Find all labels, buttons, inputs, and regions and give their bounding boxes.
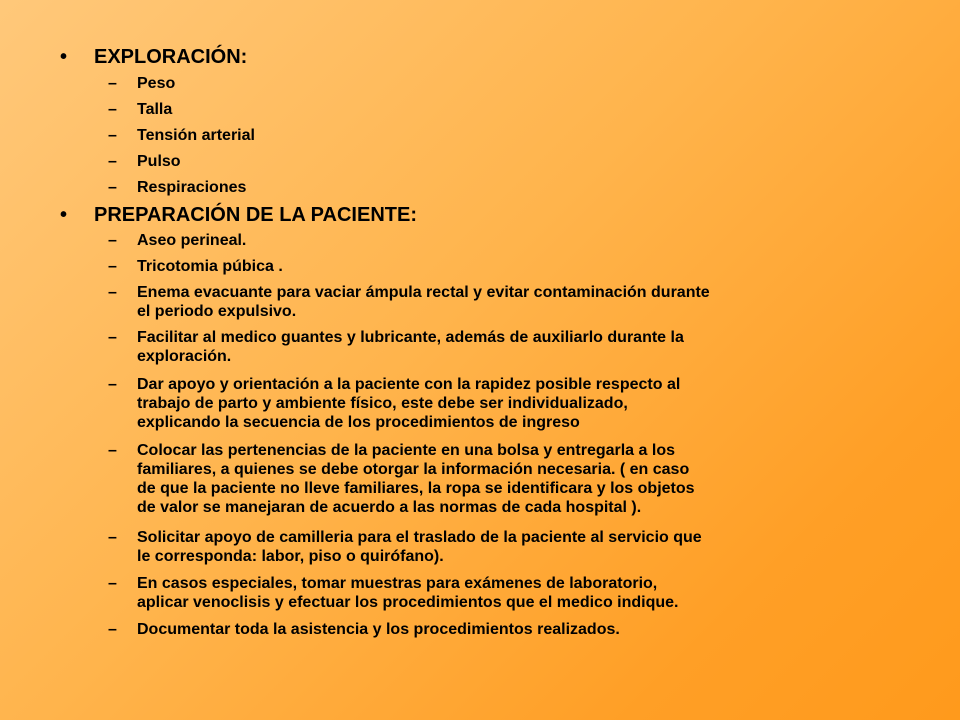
- list-item: [108, 574, 908, 612]
- dash-icon: –: [108, 376, 117, 393]
- list-item: [108, 375, 908, 432]
- dash-icon: –: [108, 127, 117, 144]
- list-item: [108, 126, 908, 145]
- dash-icon: –: [108, 258, 117, 275]
- list-item: [108, 441, 908, 517]
- list-item: [108, 152, 908, 171]
- list-item-text: Dar apoyo y orientación a la paciente con la rapidez posible respecto al trabajo de parto y ambiente físico, este debe ser individualizado, explicando la secuencia de los procedimientos de ingreso: [137, 376, 681, 431]
- list-item-text: Talla: [137, 101, 173, 118]
- list-item-text: Colocar las pertenencias de la paciente en una bolsa y entregarla a los familiares, a quienes se debe otorgar la información necesaria. ( en caso de que la paciente no lleve familiares, la ropa se identificara y los objetos de valor se manejaran de acuerdo a las normas de cada hospital ).: [137, 442, 695, 516]
- list-item-text: Tricotomia púbica .: [137, 258, 283, 275]
- dash-icon: –: [108, 575, 117, 592]
- list-item: [108, 74, 908, 93]
- dash-icon: –: [108, 329, 117, 346]
- dash-icon: –: [108, 621, 117, 638]
- list-item: [108, 231, 908, 250]
- list-item-text: Documentar toda la asistencia y los procedimientos realizados.: [137, 621, 620, 638]
- dash-icon: –: [108, 75, 117, 92]
- dash-icon: –: [108, 232, 117, 249]
- dash-icon: –: [108, 529, 117, 546]
- list-item-text: Solicitar apoyo de camilleria para el traslado de la paciente al servicio que le corresponda: labor, piso o quirófano).: [137, 529, 702, 565]
- list-item-text: Facilitar al medico guantes y lubricante, además de auxiliarlo durante la exploración.: [137, 329, 684, 365]
- dash-icon: –: [108, 179, 117, 196]
- list-item: [108, 528, 908, 566]
- dash-icon: –: [108, 442, 117, 459]
- list-item-text: Tensión arterial: [137, 127, 255, 144]
- list-item-text: En casos especiales, tomar muestras para exámenes de laboratorio, aplicar venoclisis y efectuar los procedimientos que el medico indique.: [137, 575, 679, 611]
- list-item: [108, 620, 908, 639]
- list-item-text: Aseo perineal.: [137, 232, 247, 249]
- bullet-icon: •: [60, 204, 68, 226]
- dash-icon: –: [108, 284, 117, 301]
- heading-text: EXPLORACIÓN:: [94, 46, 248, 68]
- list-item-text: Peso: [137, 75, 176, 92]
- list-item: [108, 257, 908, 276]
- heading-text: PREPARACIÓN DE LA PACIENTE:: [94, 204, 417, 226]
- list-item-text: Respiraciones: [137, 179, 247, 196]
- list-item: [108, 178, 908, 197]
- list-item-text: Pulso: [137, 153, 181, 170]
- bullet-icon: •: [60, 46, 68, 68]
- list-item-text: Enema evacuante para vaciar ámpula rectal y evitar contaminación durante el periodo expulsivo.: [137, 284, 710, 320]
- dash-icon: –: [108, 153, 117, 170]
- list-item: [108, 100, 908, 119]
- list-item: [108, 283, 908, 321]
- list-item: [108, 328, 908, 366]
- dash-icon: –: [108, 101, 117, 118]
